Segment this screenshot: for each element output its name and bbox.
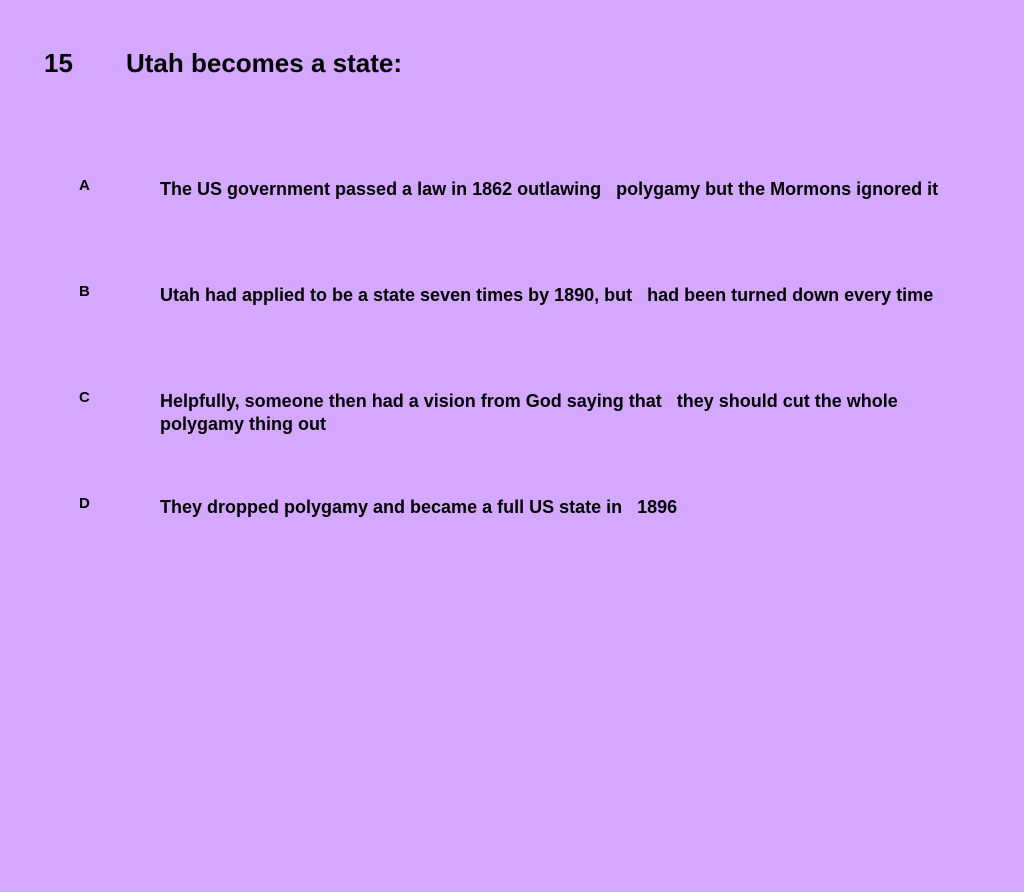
slide-title: Utah becomes a state: — [126, 48, 402, 78]
item-letter: C — [79, 389, 90, 406]
item-text: Utah had applied to be a state seven times by 1890, but had been turned down every time — [160, 285, 934, 305]
item-text: They dropped polygamy and became a full US state in 1896 — [160, 497, 678, 517]
slide-number: 15 — [44, 48, 73, 78]
item-text: The US government passed a law in 1862 outlawing polygamy but the Mormons ignored it — [160, 179, 939, 199]
item-letter: A — [79, 177, 90, 194]
item-letter: D — [79, 495, 90, 512]
item-letter: B — [79, 283, 90, 300]
item-text: Helpfully, someone then had a vision from God saying that they should cut the whole polygamy thing out — [160, 391, 903, 434]
